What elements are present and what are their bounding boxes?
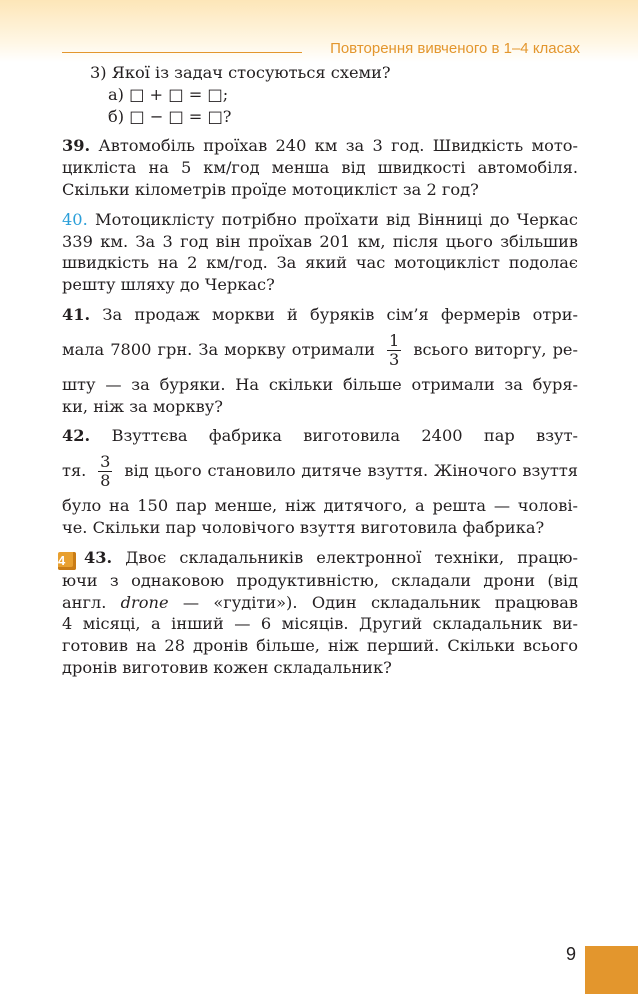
page-corner-tab [585, 946, 638, 994]
exercise-41-line: мала 7800 грн. За моркву отримали $\frac{1}{3}$ всього виторгу, ре- [62, 330, 578, 369]
item-3 [62, 62, 578, 127]
exercise-39 [62, 135, 578, 200]
exercise-42-line: тя. $\frac{3}{8}$ від цього становило дитяче взуття. Жіночого взуття [62, 452, 578, 491]
exercise-40-number: 40. [62, 209, 88, 229]
exercise-43-line: ючи з однаковою продуктивністю, складали дрони (від [62, 570, 578, 590]
exercise-43-line: дронів виготовив кожен складальник? [62, 657, 392, 677]
exercise-42-number: 42. [62, 426, 91, 446]
exercise-41-line: ки, ніж за моркву? [62, 396, 223, 416]
item-3-option-a: а) □ + □ = □; [108, 84, 229, 104]
exercise-43-line: англ. drone — «гудіти»). Один складальник працював [62, 592, 578, 612]
fraction-one-third: $\frac{1}{3}$ [388, 330, 400, 369]
exercise-41-line: шту — за буряки. На скільки більше отримали за буря- [62, 374, 578, 394]
exercise-40-line: 40. Мотоциклісту потрібно проїхати від Вінниці до Черкас [62, 209, 578, 229]
exercise-42-line: че. Скільки пар чоловічого взуття виготовила фабрика? [62, 517, 545, 537]
page-content [58, 62, 578, 679]
exercise-40-line: швидкість на 2 км/год. За який час мотоцикліст подолає [62, 253, 578, 273]
header-rule [62, 52, 302, 53]
exercise-40-line: решту шляху до Черкас? [62, 275, 275, 295]
exercise-42 [62, 425, 578, 538]
level-cube-icon: 4 [58, 552, 76, 570]
exercise-39-line: 39. Автомобіль проїхав 240 км за 3 год. Швидкість мото- [62, 136, 578, 156]
exercise-43-line: готовив на 28 дронів більше, ніж перший. Скільки всього [62, 636, 578, 656]
exercise-39-line: цикліста на 5 км/год менша від швидкості автомобіля. [62, 158, 578, 178]
exercise-42-line: було на 150 пар менше, ніж дитячого, а решта — чолові- [62, 496, 578, 516]
exercise-43 [58, 547, 578, 679]
exercise-43-number: 43. [84, 547, 113, 567]
exercise-42-line: 42. Взуттєва фабрика виготовила 2400 пар взут- [62, 426, 578, 446]
running-header: Повторення вивченого в 1–4 класах [330, 40, 580, 57]
exercise-43-line: 4 43. Двоє складальників електронної техніки, працю- [58, 547, 578, 568]
exercise-41 [62, 304, 578, 417]
exercise-41-number: 41. [62, 304, 91, 324]
exercise-39-line: Скільки кілометрів проїде мотоцикліст за 2 год? [62, 179, 479, 199]
item-3-option-b: б) □ − □ = □? [108, 106, 232, 126]
item-3-question: 3) Якої із задач стосуються схеми? [90, 63, 391, 82]
exercise-39-number: 39. [62, 136, 91, 156]
fraction-three-eighths: $\frac{3}{8}$ [100, 452, 111, 491]
exercise-41-line: 41. За продаж моркви й буряків сім’я фермерів отри- [62, 304, 578, 324]
page-number: 9 [565, 944, 576, 964]
exercise-43-line: 4 місяці, а інший — 6 місяців. Другий складальник ви- [62, 614, 578, 634]
exercise-40-line: 339 км. За 3 год він проїхав 201 км, після цього збільшив [62, 231, 578, 251]
exercise-40 [62, 209, 578, 296]
